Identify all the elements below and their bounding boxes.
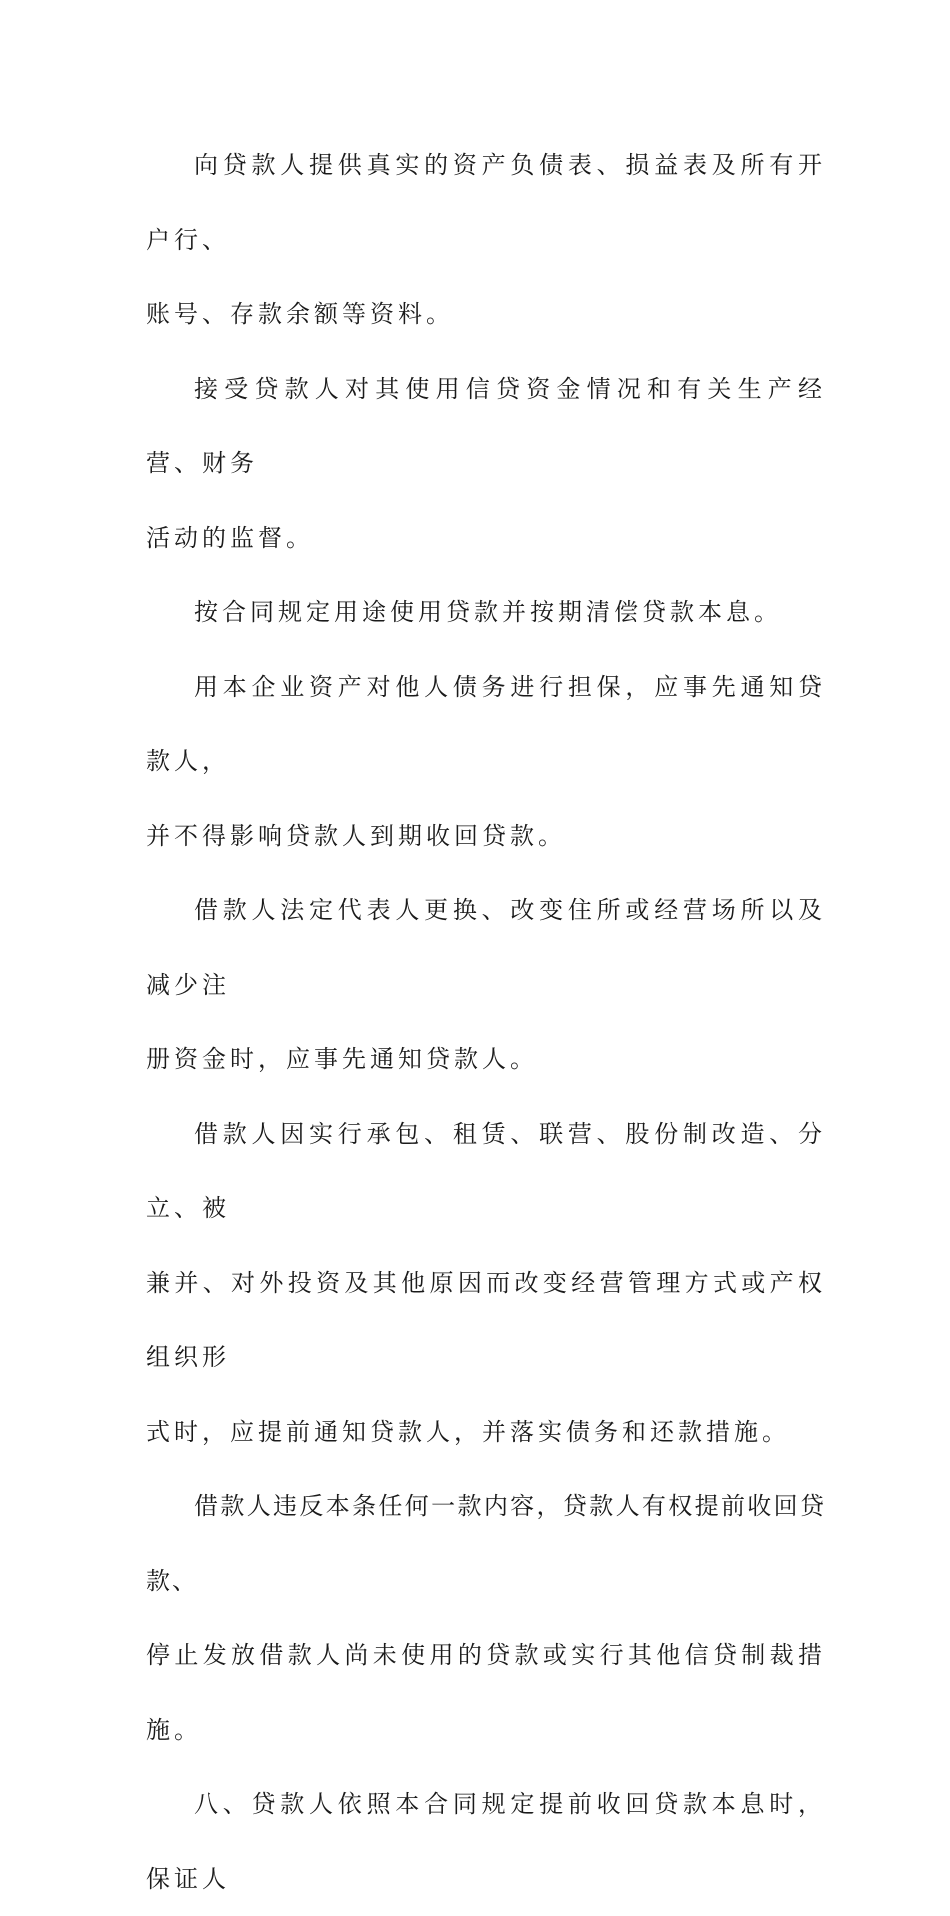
paragraph-line: 式时，应提前通知贷款人，并落实债务和还款措施。 [146,1417,790,1446]
paragraph-3 [146,575,826,650]
paragraph-line: 用本企业资产对他人债务进行担保，应事先通知贷款人， [146,672,826,775]
paragraph-1 [146,128,826,352]
paragraph-line: 借款人因实行承包、租赁、联营、股份制改造、分立、被 [146,1119,826,1222]
document-body [146,128,826,1916]
paragraph-4 [146,650,826,874]
paragraph-line: 八、贷款人依照本合同规定提前收回贷款本息时，保证人 [146,1790,826,1893]
paragraph-line: 账号、存款余额等资料。 [146,300,454,328]
paragraph-line: 按合同规定用途使用贷款并按期清偿贷款本息。 [194,598,782,626]
paragraph-line: 停止发放借款人尚未使用的贷款或实行其他信贷制裁措施。 [146,1641,826,1744]
paragraph-line: 向贷款人提供真实的资产负债表、损益表及所有开户行、 [146,151,826,254]
paragraph-line: 活动的监督。 [146,523,314,552]
paragraph-8 [146,1767,826,1916]
paragraph-7 [146,1469,826,1767]
paragraph-line: 借款人违反本条任何一款内容，贷款人有权提前收回贷款、 [146,1492,826,1595]
paragraph-5 [146,873,826,1097]
paragraph-line: 借款人法定代表人更换、改变住所或经营场所以及减少注 [146,896,826,999]
paragraph-2 [146,352,826,576]
paragraph-6 [146,1097,826,1470]
paragraph-line: 并不得影响贷款人到期收回贷款。 [146,821,566,850]
paragraph-line: 册资金时，应事先通知贷款人。 [146,1045,538,1073]
paragraph-line: 兼并、对外投资及其他原因而改变经营管理方式或产权组织形 [146,1268,826,1371]
paragraph-line: 接受贷款人对其使用信贷资金情况和有关生产经营、财务 [146,374,826,477]
